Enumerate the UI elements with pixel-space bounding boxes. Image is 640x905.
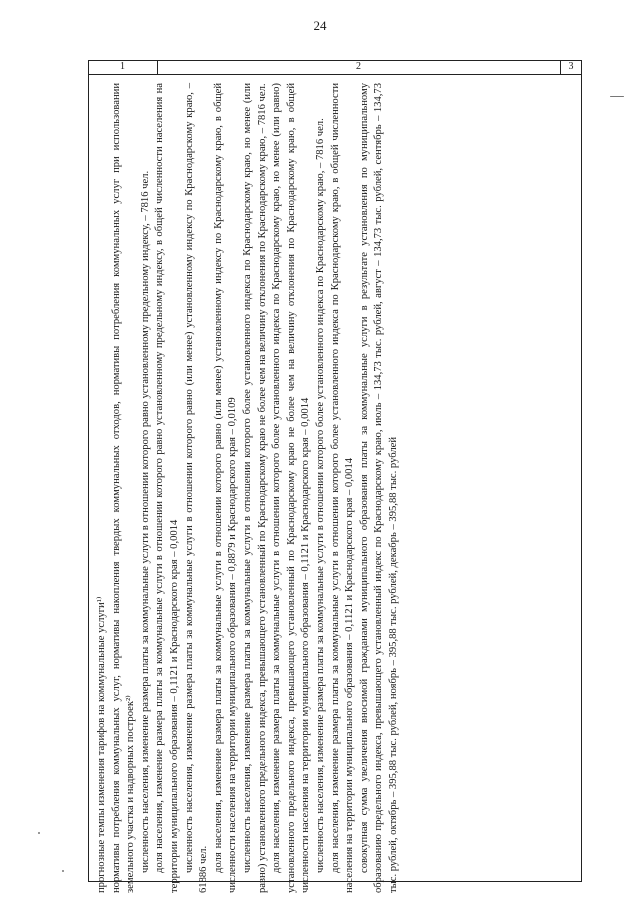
paragraph: доля населения, изменение размера платы за коммунальные услуги в отношении которого более установленного индекса по Краснодарскому краю, в общей численности населения на территории муниципального образования – 0,1121 и Краснодарского края – 0,0014 [329, 83, 356, 893]
header-col-1: 1 [120, 61, 125, 72]
paragraph: численность населения, изменение размера платы за коммунальные услуги в отношении которого более установленного индекса по Краснодарскому краю, – 7816 чел. [314, 118, 326, 873]
header-divider [88, 74, 582, 75]
scan-speck [38, 832, 40, 834]
paragraph: совокупная сумма увеличения вносимой гражданами муниципального образования платы за коммунальные услуги в результате установления по муниципальному образованию предельного индекса, превышающего установленный индекс по Краснодарскому краю, июль – 134,73 тыс. рублей, август – 134,73 тыс. рублей, сентябрь – 134,73 тыс. рублей, октябрь – 395,88 тыс. рублей, ноябрь – 395,88 тыс. рублей, декабрь – 395,88 тыс. рублей [358, 83, 399, 893]
scan-speck [610, 96, 624, 97]
paragraph: прогнозные темпы изменения тарифов на коммунальные услуги¹⁾ [96, 596, 107, 893]
paragraph: доля населения, изменение размера платы за коммунальные услуги в отношении которого более установленного индекса по Краснодарскому краю, но менее (или равно) установленного предельного индекса, превышающего установленный по Краснодарскому краю не более чем на величину отклонения по Краснодарскому краю, в общей численности населения на территории муниципального образования – 0,1121 и Краснодарского края – 0,0014 [271, 83, 312, 893]
paragraph: нормативы потребления коммунальных услуг, нормативы накопления твердых коммунальных отходов, нормативы потребления коммунальных услуг при использовании земельного участка и надворных построек²⁾ [110, 83, 137, 893]
page-number: 24 [313, 18, 327, 33]
header-col-3: 3 [568, 61, 574, 72]
scan-speck [62, 870, 64, 872]
table-body-rotated [95, 83, 577, 893]
paragraph: доля населения, изменение размера платы за коммунальные услуги в отношении которого равно установленному предельному индексу, в общей численности населения на территории муниципального образования – 0,1121 и Краснодарского края – 0,0014 [154, 83, 180, 893]
paragraph: численность населения, изменение размера платы за коммунальные услуги в отношении которого равно (или менее) установленному индексу по Краснодарскому краю, – 61886 чел. [183, 83, 210, 893]
paragraph: численность населения, изменение размера платы за коммунальные услуги в отношении которого равно установленному предельному индексу, – 7816 чел. [139, 170, 151, 873]
header-col-2: 2 [356, 61, 361, 72]
paragraph: доля населения, изменение размера платы за коммунальные услуги в отношении которого равно (или менее) установленному индексу по Краснодарскому краю, в общей численности населения на территории муниципального образования – 0,8879 и Краснодарского края – 0,0109 [212, 83, 239, 893]
paragraph: численность населения, изменение размера платы за коммунальные услуги в отношении которого более установленного индекса по Краснодарскому краю, но менее (или равно) установленного предельного индекса, превышающего установленный по Краснодарскому краю не более чем на величину отклонения по Краснодарскому краю, – 7816 чел. [241, 83, 268, 893]
